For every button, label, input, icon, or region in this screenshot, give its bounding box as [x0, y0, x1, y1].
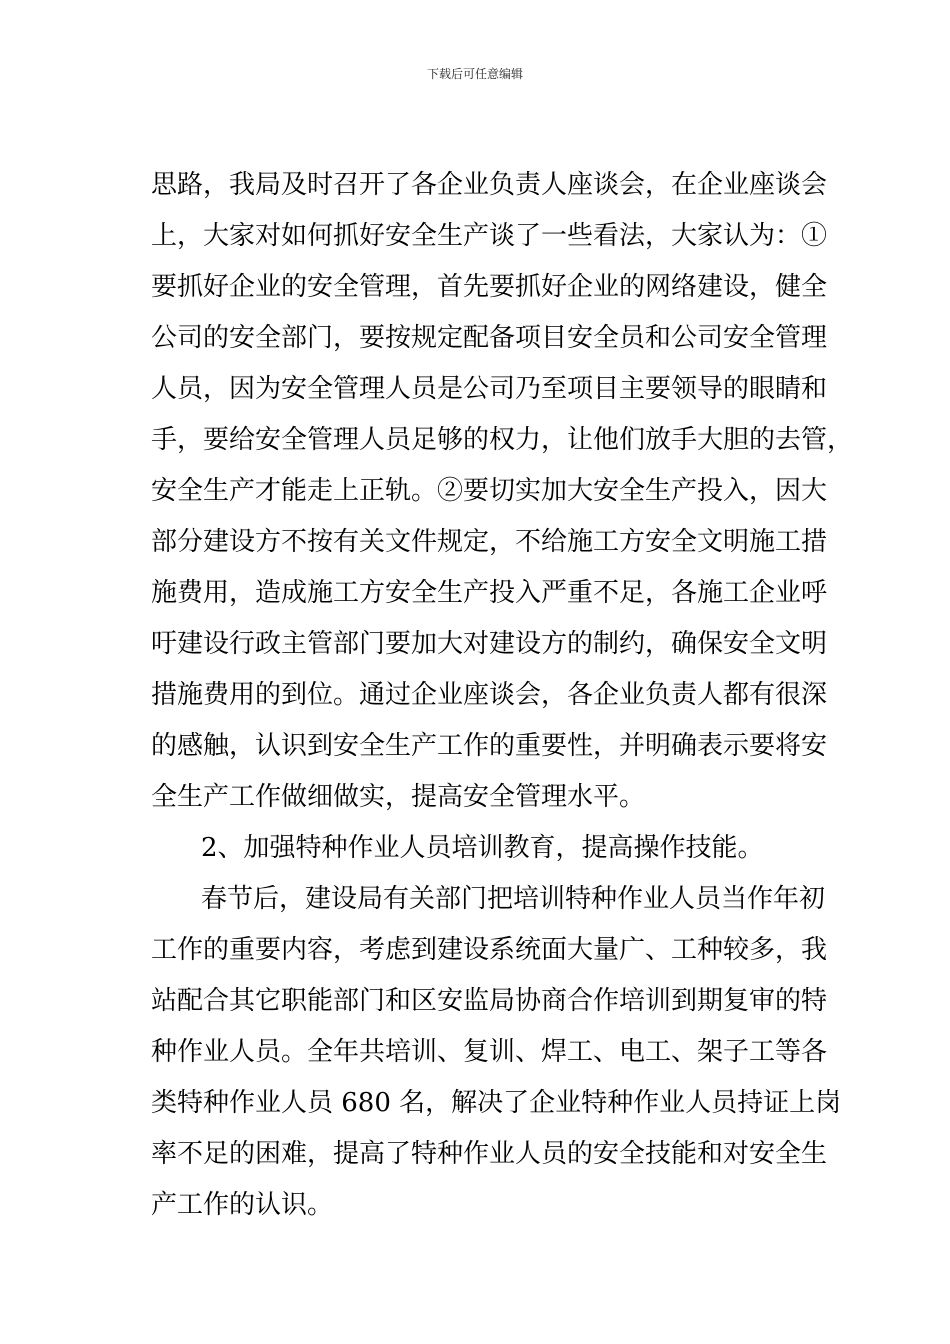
paragraph-2: [151, 823, 816, 874]
text-line: 站配合其它职能部门和区安监局协商合作培训到期复审的特: [151, 986, 828, 1016]
text-line: 思路，我局及时召开了各企业负责人座谈会，在企业座谈会: [151, 170, 828, 200]
paragraph-3: [151, 874, 842, 1231]
text-line: 施费用，造成施工方安全生产投入严重不足，各施工企业呼: [151, 578, 828, 608]
text-line: 部分建设方不按有关文件规定，不给施工方安全文明施工措: [151, 527, 828, 557]
text-line: 产工作的认识。: [151, 1190, 334, 1220]
text-line: 安全生产才能走上正轨。②要切实加大安全生产投入，因大: [151, 476, 828, 506]
text-line: 工作的重要内容，考虑到建设系统面大量广、工种较多，我: [151, 935, 828, 965]
text-line: 措施费用的到位。通过企业座谈会，各企业负责人都有很深: [151, 680, 828, 710]
text-line: 的感触，认识到安全生产工作的重要性，并明确表示要将安: [151, 731, 828, 761]
text-line: 率不足的困难，提高了特种作业人员的安全技能和对安全生: [151, 1139, 828, 1169]
text-line: 类特种作业人员 680 名，解决了企业特种作业人员持证上岗: [151, 1088, 842, 1118]
text-line: 春节后，建设局有关部门把培训特种作业人员当作年初: [201, 884, 826, 914]
text-line: 上，大家对如何抓好安全生产谈了一些看法，大家认为：①: [151, 221, 828, 251]
paragraph-1: [151, 160, 854, 823]
text-line: 要抓好企业的安全管理，首先要抓好企业的网络建设，健全: [151, 272, 828, 302]
text-line: 吁建设行政主管部门要加大对建设方的制约，确保安全文明: [151, 629, 828, 659]
text-line: 手，要给安全管理人员足够的权力，让他们放手大胆的去管，: [151, 425, 854, 455]
page-header: 下载后可任意编辑: [426, 67, 523, 81]
text-line: 公司的安全部门，要按规定配备项目安全员和公司安全管理: [151, 323, 828, 353]
text-line: 全生产工作做细做实，提高安全管理水平。: [151, 782, 646, 812]
text-line: 种作业人员。全年共培训、复训、焊工、电工、架子工等各: [151, 1037, 828, 1067]
section-heading: 2、加强特种作业人员培训教育，提高操作技能。: [201, 833, 764, 863]
text-line: 人员，因为安全管理人员是公司乃至项目主要领导的眼睛和: [151, 374, 828, 404]
document-body: [151, 160, 854, 1231]
